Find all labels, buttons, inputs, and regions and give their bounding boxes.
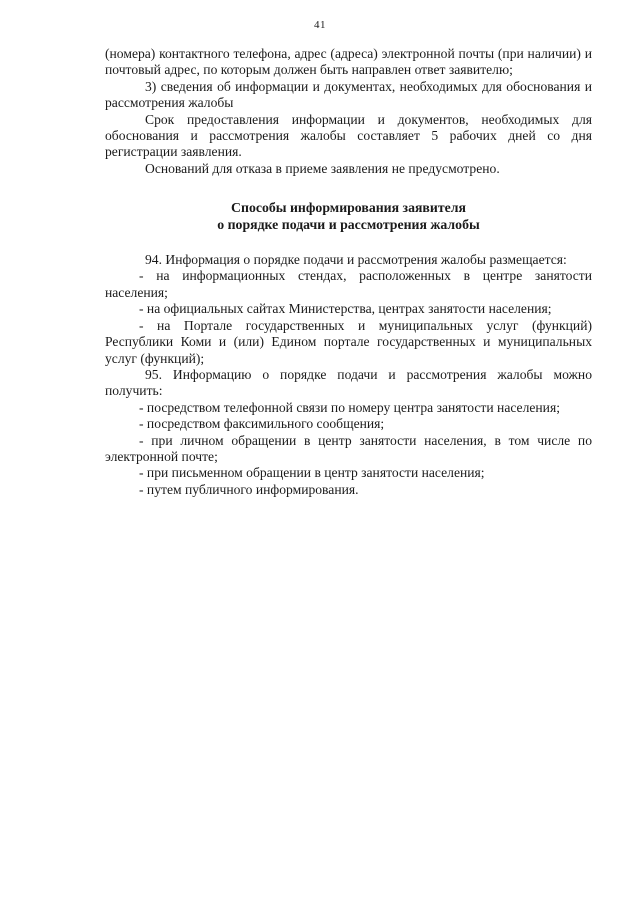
section-heading-line-1: Способы информирования заявителя [231,200,466,216]
paragraph-95-item-2: - посредством факсимильного сообщения; [139,416,385,432]
paragraph-contact-info: (номера) контактного телефона, адрес (адреса) электронной почты (при наличии) и почтовый адрес, по которым должен быть направлен ответ заявителю; [105,46,592,78]
paragraph-94-item-1: - на информационных стендах, расположенных в центре занятости населения; [105,268,592,300]
paragraph-deadline: Срок предоставления информации и документов, необходимых для обоснования и рассмотрения жалобы составляет 5 рабочих дней со дня регистрации заявления. [105,111,592,160]
paragraph-95-item-5: - путем публичного информирования. [139,481,359,497]
paragraph-95-item-1: - посредством телефонной связи по номеру центра занятости населения; [139,399,560,415]
paragraph-item-3: 3) сведения об информации и документах, необходимых для обоснования и рассмотрения жалобы [105,78,592,111]
paragraph-94-item-2: - на официальных сайтах Министерства, центрах занятости населения; [139,301,552,317]
paragraph-94-intro: 94. Информация о порядке подачи и рассмотрения жалобы размещается: [145,252,567,268]
paragraph-95-item-4: - при письменном обращении в центр занятости населения; [139,465,485,481]
section-heading-line-2: о порядке подачи и рассмотрения жалобы [217,216,480,232]
page-number: 41 [314,19,326,31]
paragraph-95-intro: 95. Информацию о порядке подачи и рассмотрения жалобы можно получить: [105,366,592,399]
paragraph-no-refusal: Оснований для отказа в приеме заявления не предусмотрено. [145,160,500,176]
paragraph-94-item-3: - на Портале государственных и муниципальных услуг (функций) Республики Коми и (или) Едином портале государственных и муниципальных услуг (функций); [105,317,592,366]
paragraph-95-item-3: - при личном обращении в центр занятости населения, в том числе по электронной почте; [105,432,592,464]
section-heading [105,200,592,233]
document-body [105,46,592,498]
